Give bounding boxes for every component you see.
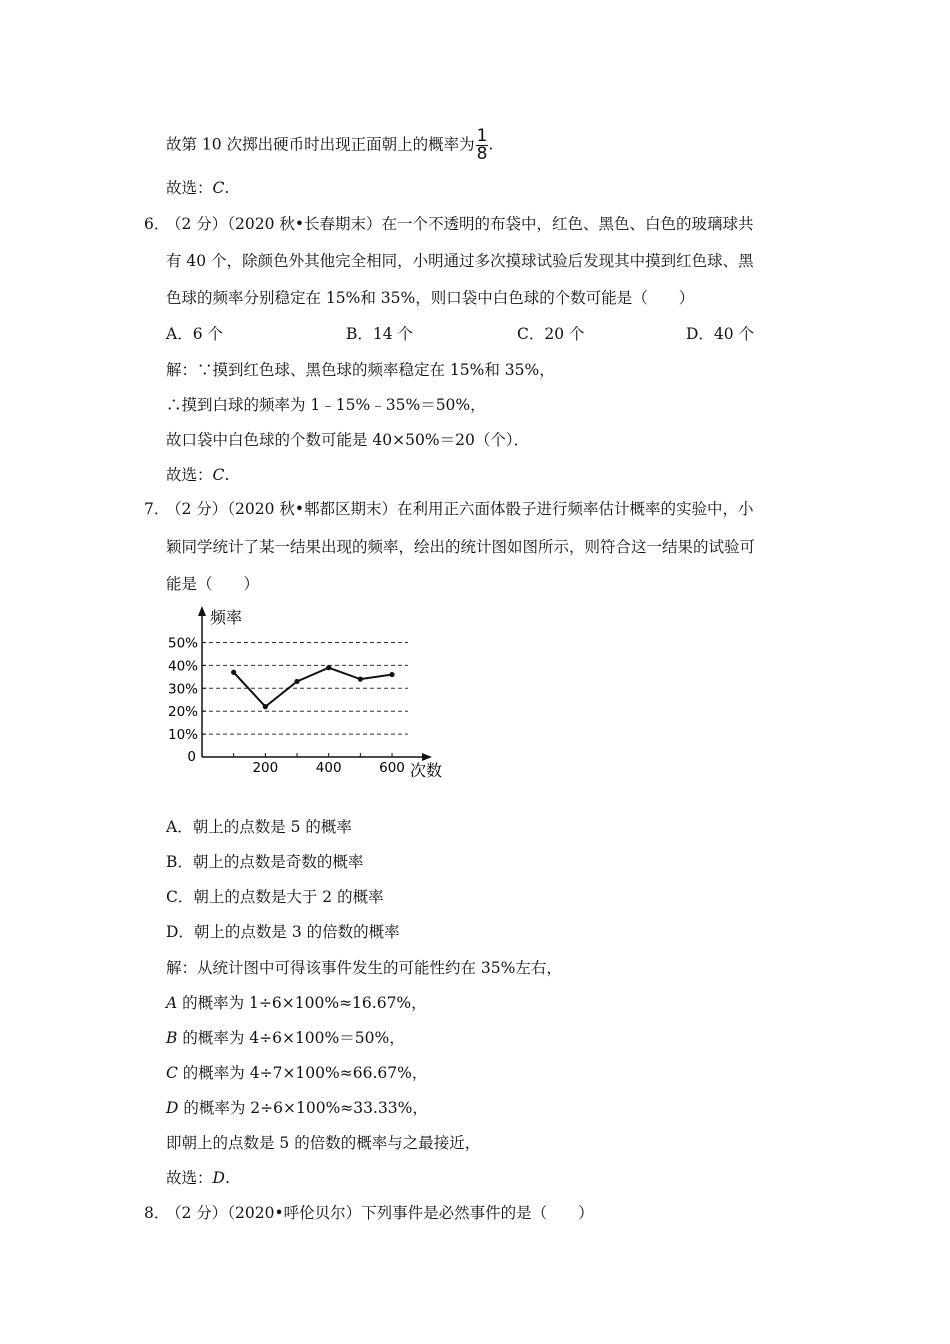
q6-option-d: D．40 个 (686, 325, 755, 343)
chart-grid (202, 643, 408, 735)
series-line (234, 668, 392, 707)
answer-prefix: 故选： (166, 1169, 213, 1187)
option-letter: A (166, 994, 178, 1012)
fraction-numerator: 1 (476, 126, 488, 146)
q8-number: 8． (144, 1204, 170, 1222)
q6-line2: 有 40 个，除颜色外其他完全相同，小明通过多次摸球试验后发现其中摸到红色球、黑 (166, 252, 754, 270)
data-point (263, 704, 268, 709)
q6-solution-1: 解：∵摸到红色球、黑色球的频率稳定在 15%和 35%， (166, 361, 555, 379)
answer-prefix: 故选： (166, 179, 213, 197)
data-point (326, 665, 331, 670)
solution-text: 的概率为 4÷7×100%≈66.67%， (177, 1064, 428, 1082)
y-tick-label: 10% (167, 727, 198, 744)
q6-line3: 色球的频率分别稳定在 15%和 35%，则口袋中白色球的个数可能是（ ） (166, 289, 695, 307)
q7-solution-c (166, 1063, 427, 1083)
answer-letter: D (212, 1169, 225, 1187)
solution-text: 的概率为 4÷6×100%＝50%， (177, 1029, 405, 1047)
q7-option-a: A．朝上的点数是 5 的概率 (166, 818, 352, 836)
chart-series (231, 665, 395, 709)
answer-letter: C (212, 179, 225, 197)
x-axis-arrow-icon (422, 753, 432, 761)
fraction-denominator: 8 (476, 144, 488, 164)
x-tick-label: 400 (315, 760, 342, 776)
q7-option-d: D．朝上的点数是 3 的倍数的概率 (166, 923, 400, 941)
q6-option-c: C．20 个 (517, 325, 585, 343)
q7-number: 7． (144, 500, 170, 518)
q7-solution-1: 解：从统计图中可得该事件发生的可能性约在 35%左右， (166, 959, 562, 977)
q6-option-a: A．6 个 (166, 325, 223, 343)
y-tick-label: 0 (187, 749, 196, 765)
data-point (358, 677, 363, 682)
x-tick-label: 600 (379, 760, 405, 776)
prev-conclusion-text: 故第 10 次掷出硬币时出现正面朝上的概率为 (166, 135, 475, 154)
option-letter: B (166, 1029, 178, 1047)
q7-line3: 能是（ ） (166, 575, 260, 593)
y-tick-label: 20% (167, 704, 198, 721)
y-axis-label: 频率 (210, 608, 243, 627)
answer-suffix: . (224, 466, 230, 484)
prev-answer (166, 178, 229, 198)
q8-line1: （2 分）（2020•呼伦贝尔）下列事件是必然事件的是（ ） (166, 1204, 594, 1222)
answer-suffix: . (224, 1169, 230, 1187)
x-axis-label: 次数 (410, 761, 443, 780)
data-point (231, 670, 236, 675)
q7-solution-conclusion: 即朝上的点数是 5 的倍数的概率与之最接近， (166, 1134, 481, 1152)
answer-prefix: 故选： (166, 466, 213, 484)
option-letter: D (166, 1099, 179, 1117)
q6-solution-2: ∴摸到白球的频率为 1﹣15%﹣35%＝50%， (166, 396, 486, 414)
q7-solution-d (166, 1098, 428, 1118)
q6-number: 6． (144, 215, 170, 233)
chart-ticks (168, 636, 405, 777)
solution-text: 的概率为 1÷6×100%≈16.67%， (177, 994, 427, 1012)
answer-suffix: . (224, 179, 230, 197)
q7-option-c: C．朝上的点数是大于 2 的概率 (166, 888, 384, 906)
frequency-line-chart (160, 600, 460, 785)
q6-solution-3: 故口袋中白色球的个数可能是 40×50%＝20（个）． (166, 431, 530, 449)
q7-solution-b (166, 1028, 405, 1048)
y-tick-label: 30% (167, 681, 198, 698)
q7-line1: （2 分）（2020 秋•郫都区期末）在利用正六面体骰子进行频率估计概率的实验中，小 (166, 500, 754, 518)
q7-answer (166, 1168, 230, 1188)
data-point (389, 672, 394, 677)
q7-solution-a (166, 993, 427, 1013)
prev-conclusion (166, 128, 493, 163)
q6-option-b: B．14 个 (346, 325, 414, 343)
x-tick-label: 200 (252, 760, 279, 776)
answer-letter: C (212, 466, 225, 484)
fraction (476, 128, 489, 163)
solution-text: 的概率为 2÷6×100%≈33.33%， (178, 1099, 428, 1117)
q7-option-b: B．朝上的点数是奇数的概率 (166, 853, 364, 871)
data-point (294, 679, 299, 684)
q6-line1: （2 分）（2020 秋•长春期末）在一个不透明的布袋中，红色、黑色、白色的玻璃球共 (166, 215, 754, 233)
chart-axes (198, 606, 432, 761)
prev-conclusion-suffix: . (488, 135, 494, 154)
y-tick-label: 40% (167, 658, 198, 675)
option-letter: C (166, 1064, 178, 1082)
y-tick-label: 50% (167, 635, 198, 652)
q7-line2: 颖同学统计了某一结果出现的频率，绘出的统计图如图所示，则符合这一结果的试验可 (166, 538, 756, 556)
q6-answer (166, 465, 229, 485)
y-axis-arrow-icon (198, 606, 206, 616)
